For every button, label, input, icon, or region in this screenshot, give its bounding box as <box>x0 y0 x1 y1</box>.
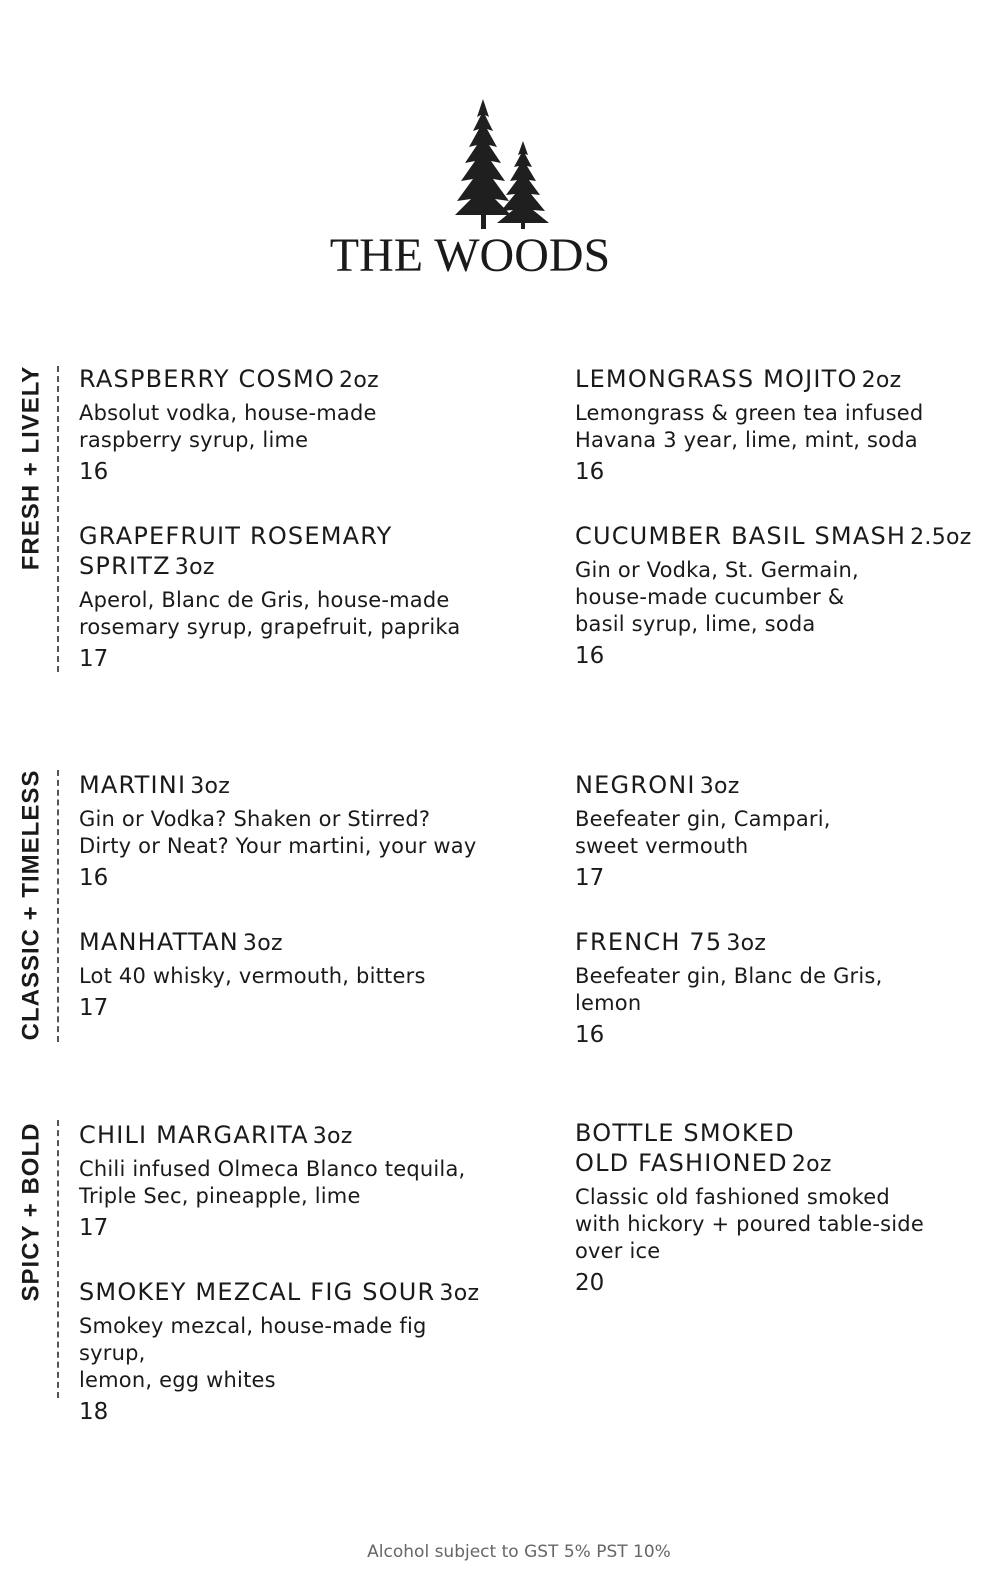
item-name: GRAPEFRUIT ROSEMARY SPRITZ 3oz <box>79 522 393 580</box>
item-name: SMOKEY MEZCAL FIG SOUR 3oz <box>79 1278 480 1306</box>
item-description: Aperol, Blanc de Gris, house-made rosemary syrup, grapefruit, paprika <box>79 588 461 639</box>
menu-item-french-75 <box>575 927 995 1049</box>
item-description: Chili infused Olmeca Blanco tequila, Triple Sec, pineapple, lime <box>79 1157 466 1208</box>
item-description: Smokey mezcal, house-made fig syrup, lemon, egg whites <box>79 1314 427 1392</box>
menu-item-negroni <box>575 770 995 892</box>
item-name: NEGRONI 3oz <box>575 771 740 799</box>
item-price: 17 <box>79 646 109 672</box>
item-name: BOTTLE SMOKED OLD FASHIONED 2oz <box>575 1119 832 1177</box>
item-name: RASPBERRY COSMO 2oz <box>79 365 379 393</box>
item-price: 16 <box>575 1022 605 1048</box>
section-label: FRESH + LIVELY <box>17 365 44 571</box>
item-description: Absolut vodka, house-made raspberry syrup, lime <box>79 401 377 452</box>
item-price: 16 <box>575 459 605 485</box>
section-label: CLASSIC + TIMELESS <box>17 769 45 1041</box>
item-price: 16 <box>79 865 109 891</box>
item-name: CUCUMBER BASIL SMASH 2.5oz <box>575 522 972 550</box>
item-price: 17 <box>79 1215 109 1241</box>
item-name: MARTINI 3oz <box>79 771 231 799</box>
item-price: 20 <box>575 1270 605 1296</box>
section-divider <box>57 770 59 1042</box>
section-divider <box>57 366 59 672</box>
brand-logo <box>0 95 1000 280</box>
menu-item-cucumber-basil-smash <box>575 521 995 670</box>
item-name: FRENCH 75 3oz <box>575 928 767 956</box>
menu-item-bottle-smoked-old-fashioned <box>575 1118 995 1297</box>
pine-trees-icon <box>445 95 555 230</box>
brand-name: THE WOODS <box>329 229 611 282</box>
menu-item-martini <box>79 770 499 892</box>
item-price: 17 <box>575 865 605 891</box>
menu-item-lemongrass-mojito <box>575 364 995 486</box>
item-description: Beefeater gin, Blanc de Gris, lemon <box>575 964 883 1015</box>
menu-item-manhattan <box>79 927 499 1022</box>
item-description: Beefeater gin, Campari, sweet vermouth <box>575 807 831 858</box>
item-description: Gin or Vodka? Shaken or Stirred? Dirty or Neat? Your martini, your way <box>79 807 477 858</box>
item-name: MANHATTAN 3oz <box>79 928 283 956</box>
item-price: 17 <box>79 995 109 1021</box>
item-price: 16 <box>79 459 109 485</box>
tax-note: Alcohol subject to GST 5% PST 10% <box>367 1542 671 1562</box>
item-description: Lot 40 whisky, vermouth, bitters <box>79 964 426 988</box>
menu-item-smokey-mezcal-fig-sour <box>79 1277 499 1426</box>
item-name: CHILI MARGARITA 3oz <box>79 1121 353 1149</box>
item-price: 16 <box>575 643 605 669</box>
menu-item-chili-margarita <box>79 1120 499 1242</box>
item-description: Classic old fashioned smoked with hickory + poured table-side over ice <box>575 1185 924 1263</box>
item-description: Lemongrass & green tea infused Havana 3 year, lime, mint, soda <box>575 401 924 452</box>
item-price: 18 <box>79 1399 109 1425</box>
menu-item-raspberry-cosmo <box>79 364 499 486</box>
item-name: LEMONGRASS MOJITO 2oz <box>575 365 902 393</box>
section-label: SPICY + BOLD <box>17 1122 44 1302</box>
section-divider <box>57 1120 59 1398</box>
menu-item-grapefruit-rosemary-spritz <box>79 521 499 673</box>
item-description: Gin or Vodka, St. Germain, house-made cucumber & basil syrup, lime, soda <box>575 558 859 636</box>
